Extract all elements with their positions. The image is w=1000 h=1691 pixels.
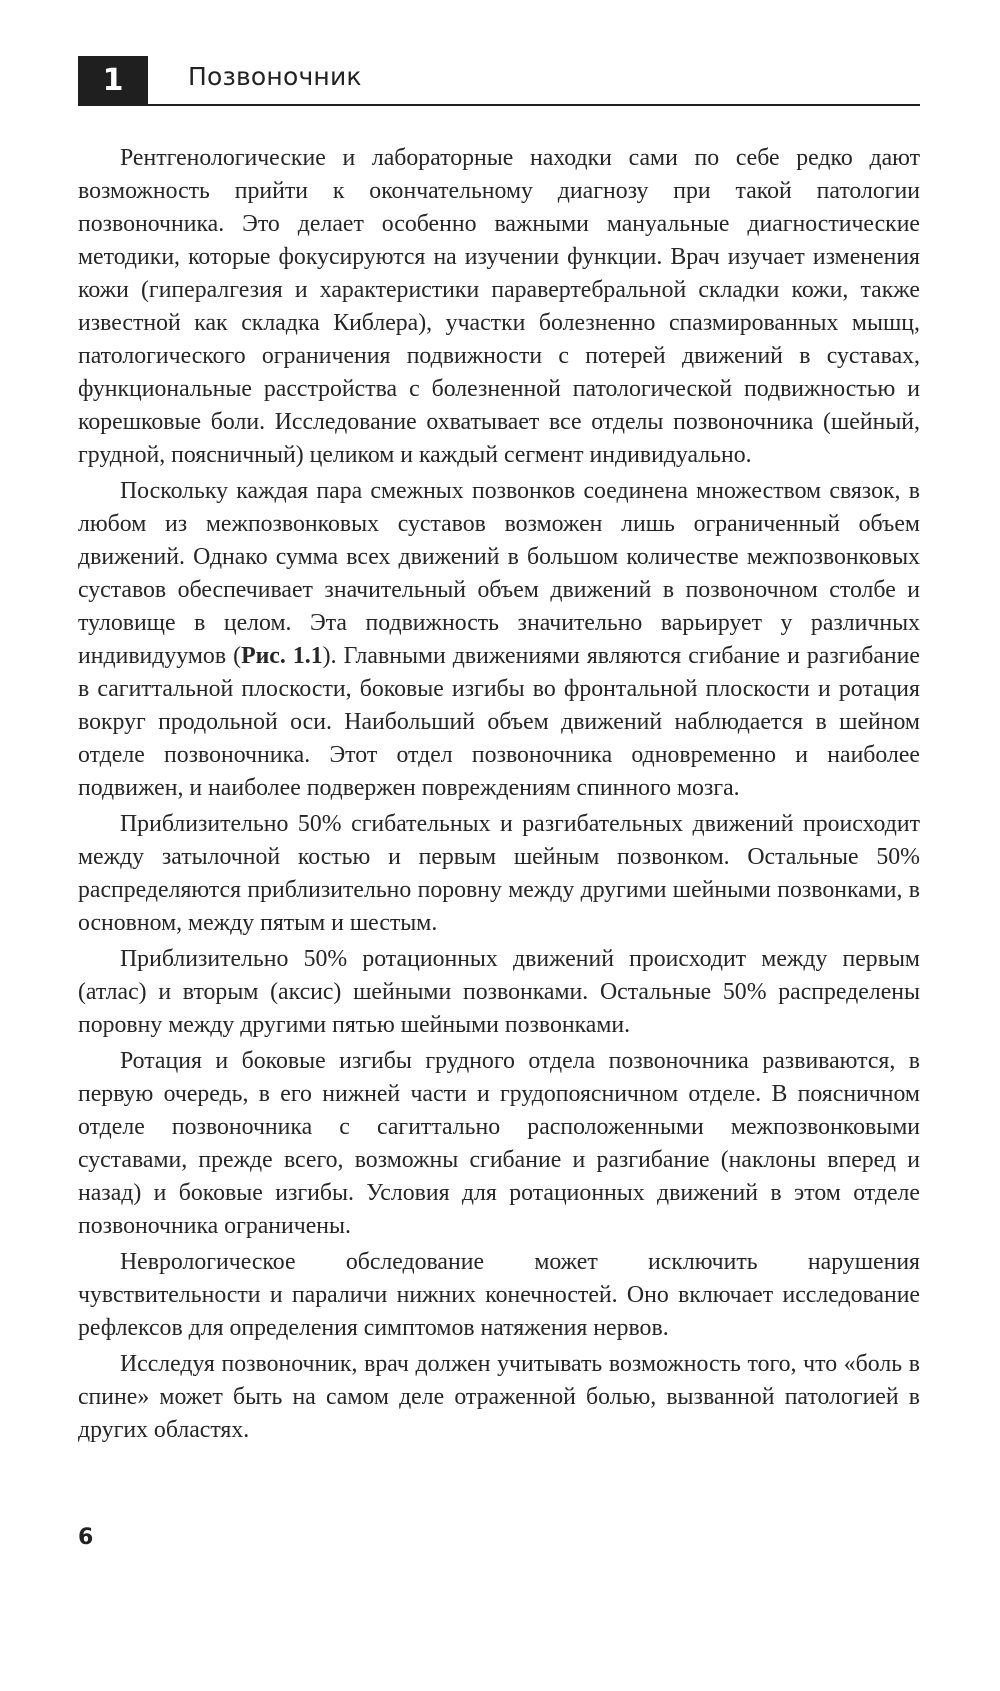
paragraph: Приблизительно 50% сгибательных и разгибательных движений происходит между затылочной костью и первым шейным позвонком. Остальные 50% распределяются приблизительно поровну между другими шейными позвонками, в основном, между пятым и шестым. <box>78 811 920 936</box>
figure-reference[interactable]: Рис. 1.1 <box>241 643 323 669</box>
paragraph-text: ). Главными движениями являются сгибание и разгибание в сагиттальной плоскости, боковые изгибы во фронтальной плоскости и ротация вокруг продольной оси. Наибольший объем движений наблюдается в шейном отделе позвоночника. Этот отдел позвоночника одновременно и наиболее подвижен, и наиболее подвержен повреждениям спинного мозга. <box>78 643 920 801</box>
running-header <box>78 56 920 106</box>
paragraph: Неврологическое обследование может исключить нарушения чувствительности и параличи нижних конечностей. Оно включает исследование рефлексов для определения симптомов натяжения нервов. <box>78 1249 920 1341</box>
chapter-number-badge: 1 <box>78 56 148 106</box>
paragraph: Ротация и боковые изгибы грудного отдела позвоночника развиваются, в первую очередь, в его нижней части и грудопоясничном отделе. В поясничном отделе позвоночника с сагиттально расположенными межпозвонковыми суставами, прежде всего, возможны сгибание и разгибание (наклоны вперед и назад) и боковые изгибы. Условия для ротационных движений в этом отделе позвоночника ограничены. <box>78 1048 920 1239</box>
page-number: 6 <box>78 1525 94 1550</box>
paragraph <box>78 475 920 805</box>
chapter-title: Позвоночник <box>188 62 362 91</box>
paragraph: Приблизительно 50% ротационных движений происходит между первым (атлас) и вторым (аксис) шейными позвонками. Остальные 50% распределены поровну между другими пятью шейными позвонками. <box>78 946 920 1038</box>
paragraph-text: Поскольку каждая пара смежных позвонков соединена множеством связок, в любом из межпозвонковых суставов возможен лишь ограниченный объем движений. Однако сумма всех движений в большом количестве межпозвонковых суставов обеспечивает значительный объем движений в позвоночном столбе и туловище в целом. Эта подвижность значительно варьирует у различных индивидуумов ( <box>78 478 920 669</box>
paragraph: Рентгенологические и лабораторные находки сами по себе редко дают возможность прийти к окончательному диагнозу при такой патологии позвоночника. Это делает особенно важными мануальные диагностические методики, которые фокусируются на изучении функции. Врач изучает изменения кожи (гипералгезия и характеристики паравертебральной складки кожи, также известной как складка Киблера), участки болезненно спазмированных мышц, патологического ограничения подвижности с потерей движений в суставах, функциональные расстройства с болезненной патологической подвижностью и корешковые боли. Исследование охватывает все отделы позвоночника (шейный, грудной, поясничный) целиком и каждый сегмент индивидуально. <box>78 145 920 468</box>
main-text <box>78 142 920 1450</box>
paragraph: Исследуя позвоночник, врач должен учитывать возможность того, что «боль в спине» может быть на самом деле отраженной болью, вызванной патологией в других областях. <box>78 1351 920 1443</box>
header-divider <box>148 104 920 106</box>
